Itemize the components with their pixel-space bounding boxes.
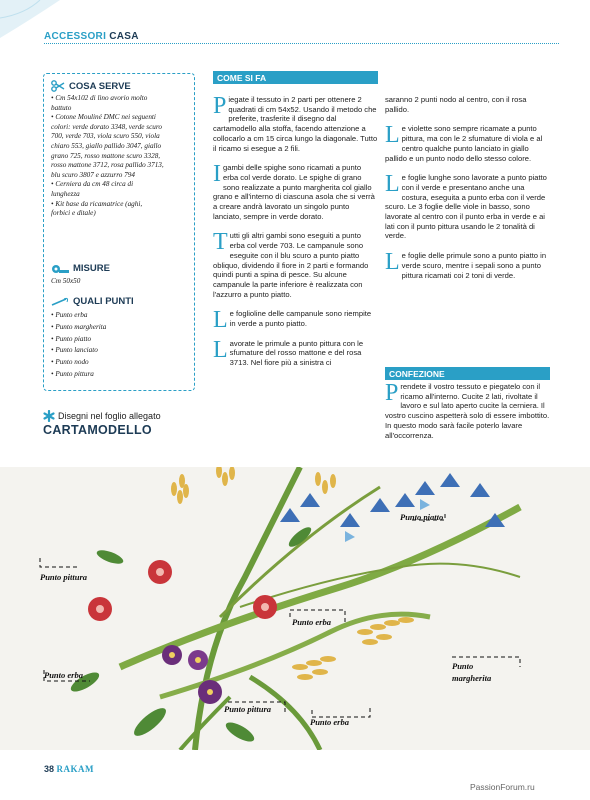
paragraph xyxy=(213,231,378,299)
paragraph-text: gambi delle spighe sono ricamati a punto erba col verde dorato. Le spighe di grano sono realizzate a punto margherita col giallo grano e all'interno di ciascuna asola che si verrà a creare andrà lavorato un singolo punto lanciato, sempre in verde dorato. xyxy=(213,163,375,221)
misure-heading xyxy=(51,263,110,274)
list-item: • Kit base da ricamatrice (aghi, xyxy=(51,199,143,208)
magazine-name: RAKAM xyxy=(56,764,95,774)
list-item: • Punto nodo xyxy=(51,358,89,367)
list-item: • Punto piatto xyxy=(51,334,92,343)
cartamodello-note xyxy=(43,410,161,422)
paragraph-text: e violette sono sempre ricamate a punto pittura, ma con le 2 sfumature di viola e al centro qualche punto lanciato in giallo pallido e un punto nodo dello stesso colore. xyxy=(385,124,543,163)
needle-icon xyxy=(51,297,69,307)
paragraph-text: e foglie lunghe sono lavorate a punto piatto con il verde e presentano anche una costura, eseguita a punto erba con il verde scuro. Le 3 foglie delle viole in basso, sono lavorate al centro con il punto erba in verde e ai lati con il punto pittura usando le 2 tonalità di verde. xyxy=(385,173,547,241)
list-item: Cm 50x50 xyxy=(51,277,81,285)
cartamodello-block xyxy=(43,410,161,437)
section-header xyxy=(44,31,139,42)
misure-section xyxy=(51,263,110,287)
paragraph-text: rendete il vostro tessuto e piegatelo con il ricamo all'interno. Cucite 2 lati, rivoltate il lavoro e sul lato aperto cucite la cerniera. Il vostro cuscino aspetterà solo di essere imbottito. In questo modo sarà facile poterlo lavare all'occorrenza. xyxy=(385,382,550,440)
label-punto-pittura-2: Punto pittura xyxy=(224,704,272,714)
list-item: • Cm 54x102 di lino avorio molto xyxy=(51,94,148,102)
list-item: forbici e ditale) xyxy=(51,209,96,218)
label-punto-erba-2: Punto erba xyxy=(44,670,83,680)
label-punto-piatto: Punto piatto xyxy=(400,512,444,522)
page-number: 38 xyxy=(44,764,55,774)
list-item: • Cotone Mouliné DMC nei seguenti xyxy=(51,113,156,122)
drop-cap: L xyxy=(385,122,400,149)
come-si-fa-heading: COME SI FA xyxy=(213,71,378,84)
list-item: lunghezza xyxy=(51,189,80,198)
drop-cap: L xyxy=(385,171,400,198)
paragraph xyxy=(213,307,378,334)
paragraph xyxy=(213,163,378,221)
drop-cap: I xyxy=(213,161,221,188)
list-item: • Punto lanciato xyxy=(51,346,98,355)
confezione-heading: CONFEZIONE xyxy=(385,367,550,380)
paragraph-text: avorate le primule a punto pittura con le sfumature del rosso mattone e del rosa 3713. Nel fiore più a sinistra ci xyxy=(229,338,364,368)
section-name: ACCESSORI xyxy=(44,31,107,42)
misure-list xyxy=(51,277,110,287)
scissors-icon xyxy=(51,80,65,92)
quali-punti-heading xyxy=(51,296,134,307)
list-item: 700, verde 703, viola scuro 550, viola xyxy=(51,132,160,141)
paragraph-text: e foglie delle primule sono a punto piatto in verde scuro, mentre i sepali sono a punto pittura ricamati coi 2 toni di verde. xyxy=(401,251,547,280)
page-footer xyxy=(44,764,94,774)
label-punto-pittura: Punto pittura xyxy=(40,572,88,582)
embroidery-photo xyxy=(0,467,590,750)
drop-cap: P xyxy=(213,93,227,119)
subsection-name: CASA xyxy=(109,31,139,42)
paragraph-text: utti gli altri gambi sono eseguiti a punto erba col verde 703. Le campanule sono eseguite con il blu scuro a punto piatto obliquo, dividendo il fiore in 2 parti e formando quindi punti a spina di pesce. Su alcune campanule la parte inferiore è realizzata con l'azzurro a punto piatto. xyxy=(213,231,369,299)
paragraph xyxy=(385,95,550,114)
drop-cap: T xyxy=(213,229,228,256)
label-punto-erba: Punto erba xyxy=(292,617,331,627)
cosa-serve-title: COSA SERVE xyxy=(69,80,131,92)
paragraph-text: e foglioline delle campanule sono riempite in verde a punto piatto. xyxy=(229,309,372,329)
watermark: PassionForum.ru xyxy=(470,782,535,792)
list-item: battuto xyxy=(51,103,72,112)
paragraph xyxy=(213,336,378,368)
list-item: • Punto margherita xyxy=(51,322,107,331)
paragraph xyxy=(213,95,378,153)
list-item: • Cerniera da cm 48 circa di xyxy=(51,180,134,189)
cartamodello-title: CARTAMODELLO xyxy=(43,423,152,437)
paragraph xyxy=(385,251,550,280)
list-item: colori: verde dorato 3348, verde scuro xyxy=(51,122,162,131)
drop-cap: P xyxy=(385,380,399,406)
misure-title: MISURE xyxy=(73,263,110,274)
quali-punti-title: QUALI PUNTI xyxy=(73,296,134,307)
list-item: blu scuro 3807 e azzurro 794 xyxy=(51,170,135,179)
instructions-column-2 xyxy=(385,95,550,290)
paragraph-text: saranno 2 punti nodo al centro, con il rosa pallido. xyxy=(385,95,527,114)
label-punto-margherita: Punto margherita xyxy=(452,661,492,683)
paragraph xyxy=(385,382,550,440)
list-item: • Punto erba xyxy=(51,311,88,319)
list-item: grano 725, rosso mattone scuro 3328, xyxy=(51,151,161,160)
paragraph xyxy=(385,124,550,163)
quali-punti-section xyxy=(51,296,134,381)
header-divider xyxy=(44,43,559,44)
list-item: • Punto pittura xyxy=(51,369,94,378)
tape-measure-icon xyxy=(51,264,69,274)
cosa-serve-list xyxy=(51,94,164,219)
cosa-serve-section xyxy=(51,80,164,219)
paragraph-text: iegate il tessuto in 2 parti per ottenere 2 quadrati di cm 54x52. Usando il metodo che preferite, trasferite il disegno dal cartamodello alla stoffa, facendo attenzione a collocarlo a cm 15 circa lungo la diagonale. Tutto il ricamo si esegue a 2 fili. xyxy=(213,95,378,153)
embroidery-illustration xyxy=(0,467,590,750)
quali-punti-list xyxy=(51,310,134,381)
paragraph xyxy=(385,173,550,241)
list-item: chiaro 553, giallo pallido 3047, giallo xyxy=(51,141,162,150)
list-item: rosso mattone 3712, rosa pallido 3713, xyxy=(51,161,164,170)
label-punto-erba-3: Punto erba xyxy=(310,717,349,727)
drop-cap: L xyxy=(385,249,400,276)
asterisk-icon xyxy=(43,410,55,422)
cosa-serve-heading xyxy=(51,80,164,92)
instructions-column-1 xyxy=(213,95,378,378)
confezione-text-block xyxy=(385,382,550,450)
drop-cap: L xyxy=(213,336,228,363)
drop-cap: L xyxy=(213,307,228,334)
cartamodello-note-text: Disegni nel foglio allegato xyxy=(58,411,161,421)
